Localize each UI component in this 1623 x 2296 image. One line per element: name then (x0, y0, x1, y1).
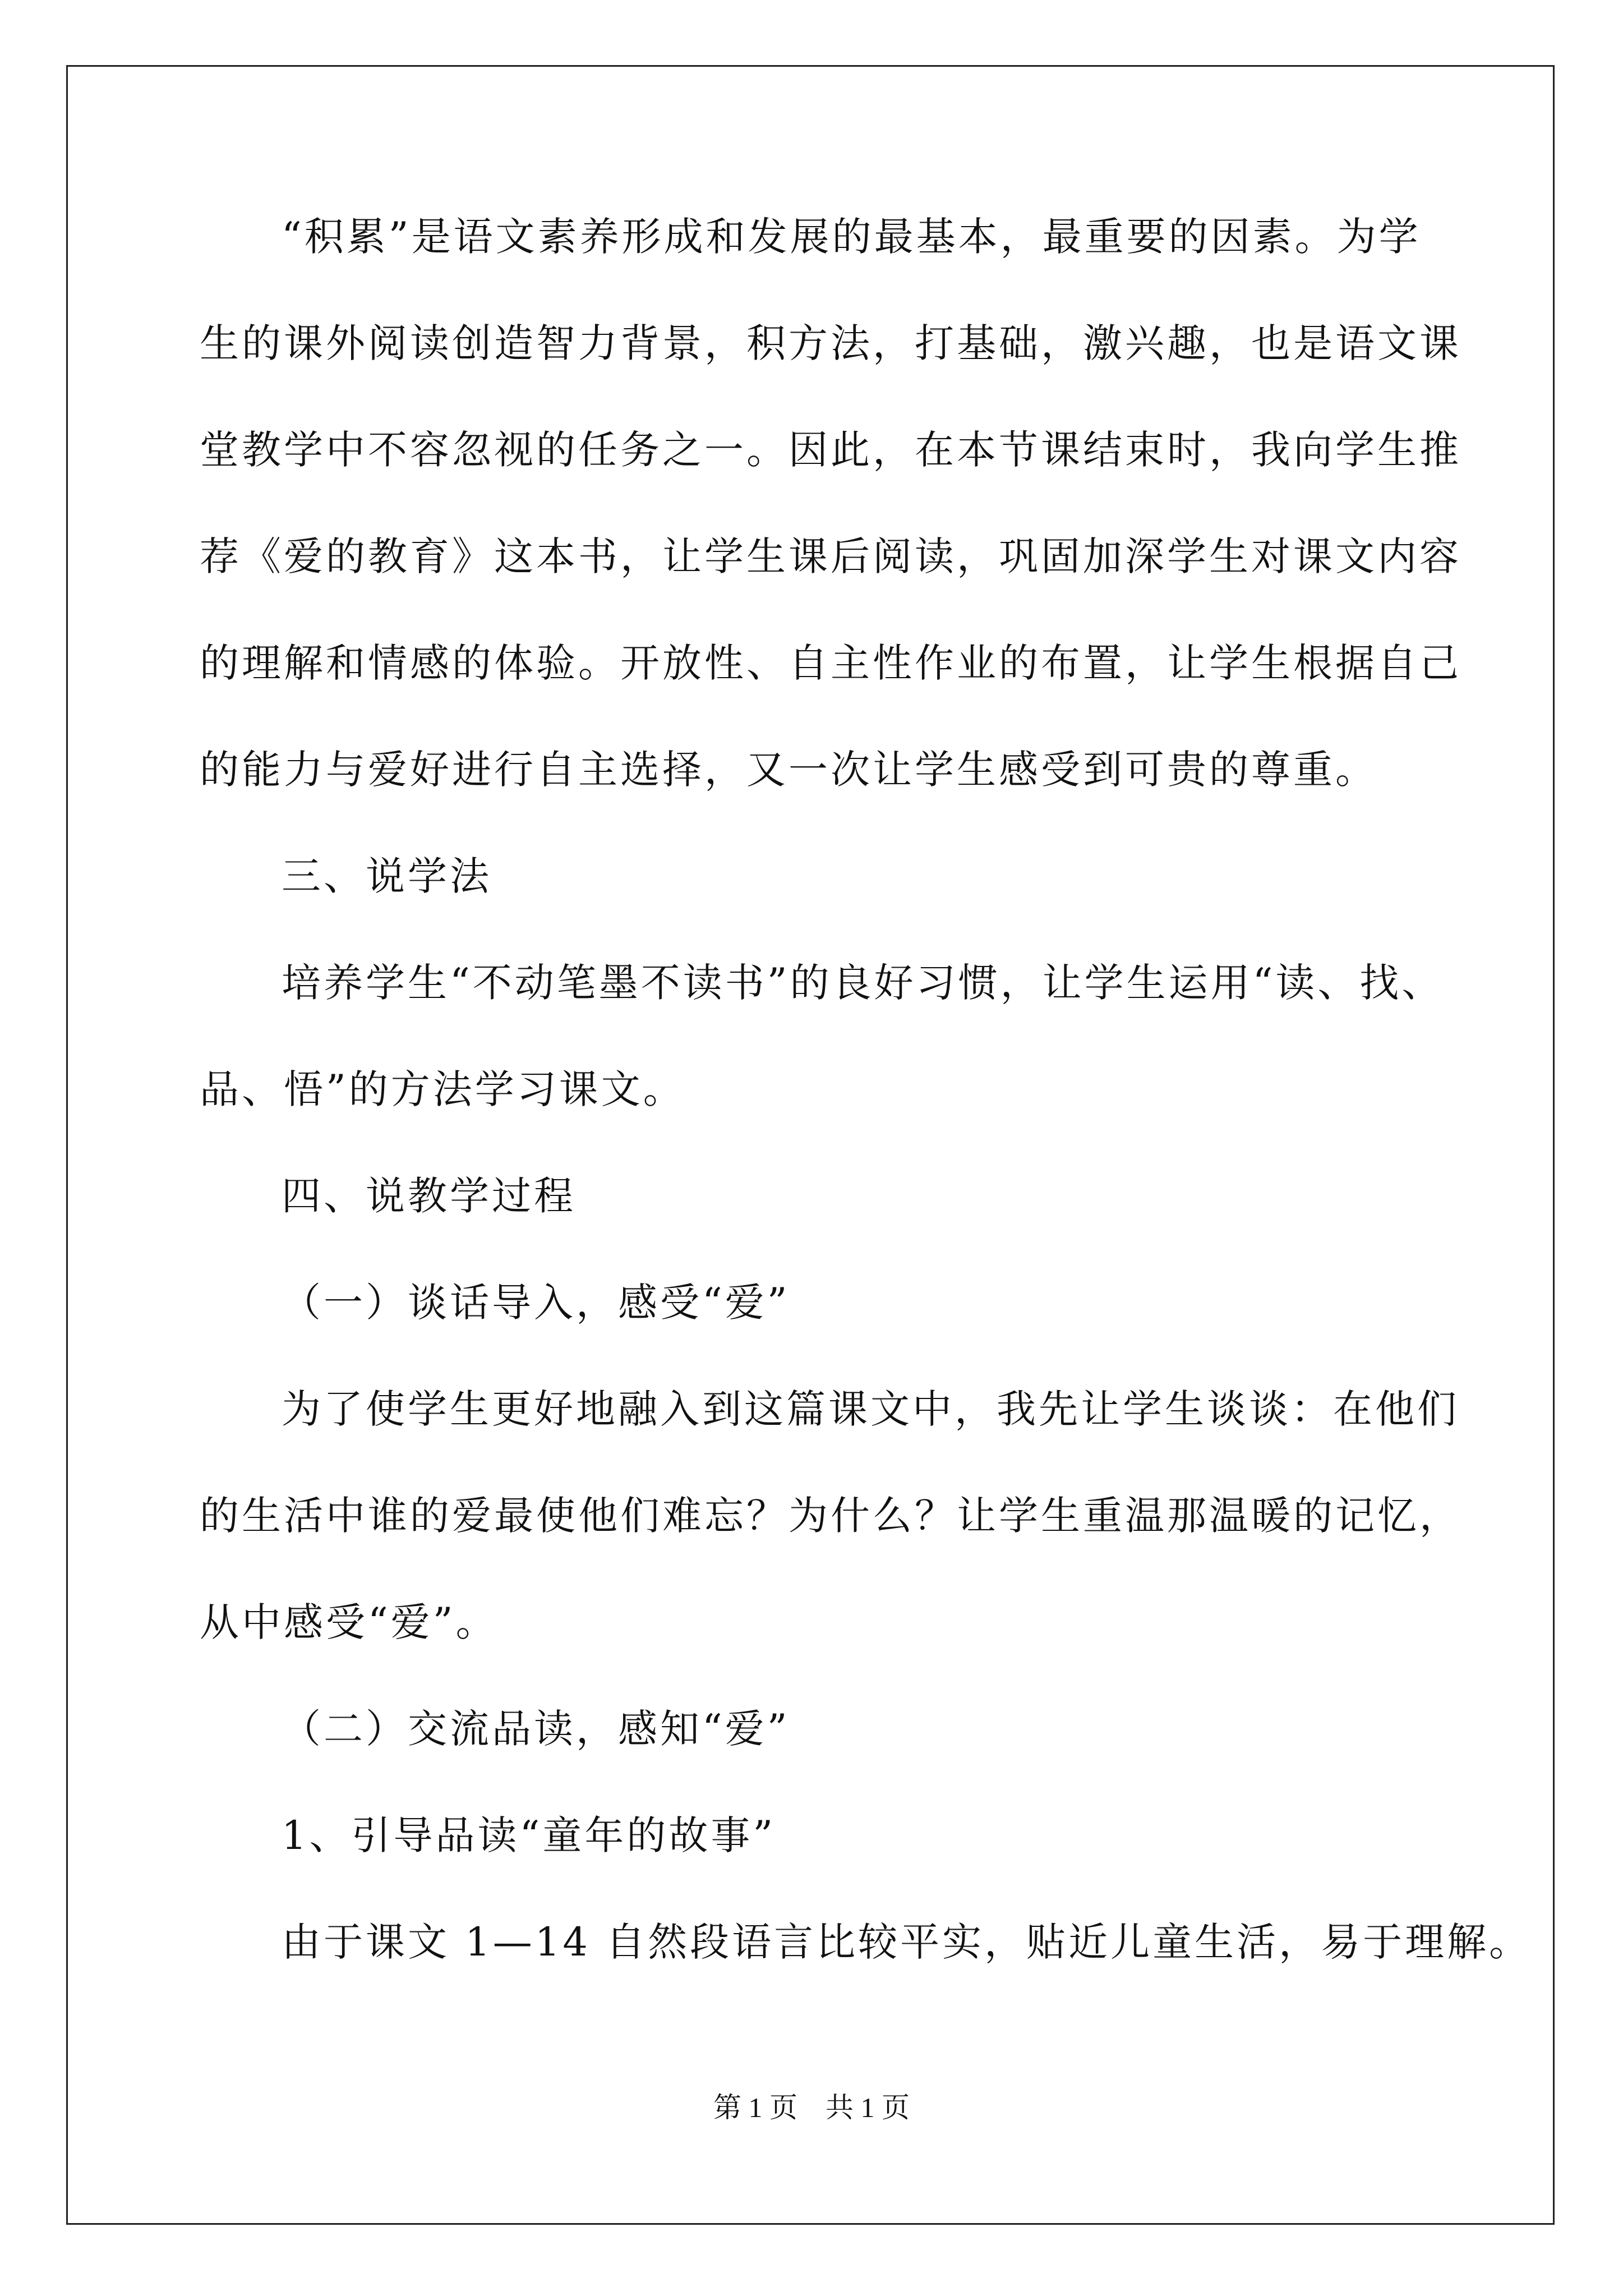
paragraph-line: 由于课文 1—14 自然段语言比较平实，贴近儿童生活，易于理解。 (282, 1919, 1532, 1965)
subsection-heading: （一）谈话导入，感受“爱” (282, 1280, 790, 1326)
paragraph-line: 的生活中谁的爱最使他们难忘？为什么？让学生重温那温暖的记忆， (200, 1493, 1461, 1539)
paragraph-line: 为了使学生更好地融入到这篇课文中，我先让学生谈谈：在他们 (282, 1386, 1459, 1432)
section-heading: 三、说学法 (282, 853, 492, 899)
page-footer: 第 1 页 共 1 页 (713, 2092, 910, 2123)
paragraph-line: 的能力与爱好进行自主选择，又一次让学生感受到可贵的尊重。 (200, 747, 1377, 793)
paragraph-line: 生的课外阅读创造智力背景，积方法，打基础，激兴趣，也是语文课 (200, 320, 1461, 366)
paragraph-line: 培养学生“不动笔墨不读书”的良好习惯，让学生运用“读、找、 (282, 960, 1444, 1006)
item-heading: 1、引导品读“童年的故事” (282, 1812, 776, 1858)
paragraph-line: 荐《爱的教育》这本书，让学生课后阅读，巩固加深学生对课文内容 (200, 533, 1461, 579)
paragraph-line: 从中感受“爱”。 (200, 1599, 498, 1645)
page-border (66, 65, 1555, 2225)
paragraph-line: “积累”是语文素养形成和发展的最基本，最重要的因素。为学 (282, 214, 1421, 260)
paragraph-line: 堂教学中不容忽视的任务之一。因此，在本节课结束时，我向学生推 (200, 427, 1461, 473)
section-heading: 四、说教学过程 (282, 1173, 576, 1219)
paragraph-line: 的理解和情感的体验。开放性、自主性作业的布置，让学生根据自己 (200, 640, 1461, 686)
subsection-heading: （二）交流品读，感知“爱” (282, 1706, 790, 1752)
paragraph-line: 品、悟”的方法学习课文。 (200, 1066, 685, 1112)
